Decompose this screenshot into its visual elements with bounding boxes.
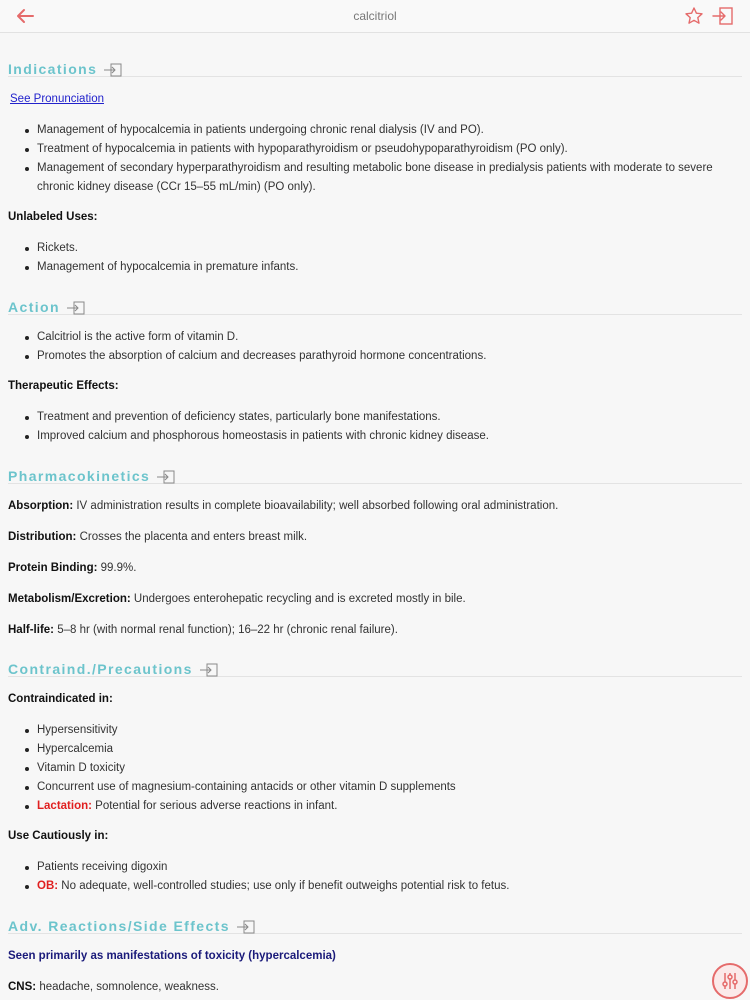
favorite-button[interactable] — [683, 5, 705, 27]
list-item: Concurrent use of magnesium-containing antacids or other vitamin D supplements — [8, 778, 733, 797]
list-item-lactation: Lactation: Potential for serious adverse reactions in infant. — [8, 797, 733, 816]
top-bar — [0, 0, 750, 33]
jump-to-icon[interactable] — [156, 470, 176, 487]
list-item: Management of secondary hyperparathyroidism and resulting metabolic bone disease in predialysis patients with moderate to severe chronic kidney disease (CCr 15–55 mL/min) (PO only). — [8, 159, 733, 197]
use-cautiously-list — [8, 858, 733, 896]
page-title: calcitriol — [353, 9, 397, 23]
section-adverse-reactions — [8, 897, 742, 934]
absorption-row: Absorption: IV administration results in complete bioavailability; well absorbed following oral administration. — [8, 500, 559, 512]
list-item: Rickets. — [8, 239, 733, 258]
action-list — [8, 328, 733, 366]
list-item: Vitamin D toxicity — [8, 759, 733, 778]
protein-binding-row: Protein Binding: 99.9%. — [8, 562, 137, 574]
sliders-icon — [720, 971, 740, 991]
contraindicated-list — [8, 721, 733, 816]
list-item: Patients receiving digoxin — [8, 858, 733, 877]
list-item: Hypercalcemia — [8, 740, 733, 759]
section-heading: Action — [8, 299, 86, 318]
metabolism-row: Metabolism/Excretion: Undergoes enterohepatic recycling and is excreted mostly in bile. — [8, 593, 466, 605]
display-settings-button[interactable] — [712, 963, 748, 999]
therapeutic-effects-list — [8, 408, 733, 446]
section-contraindications — [8, 640, 742, 677]
toxicity-note: Seen primarily as manifestations of toxicity (hypercalcemia) — [8, 950, 336, 962]
section-heading: Pharmacokinetics — [8, 468, 176, 487]
section-heading: Contraind./Precautions — [8, 661, 219, 680]
list-item: Management of hypocalcemia in premature infants. — [8, 258, 733, 277]
section-pharmacokinetics — [8, 447, 742, 484]
exit-icon — [712, 6, 734, 26]
see-pronunciation-link[interactable]: See Pronunciation — [10, 93, 104, 105]
unlabeled-uses-list — [8, 239, 733, 277]
section-action — [8, 278, 742, 315]
therapeutic-effects-heading: Therapeutic Effects: — [8, 380, 119, 392]
exit-button[interactable] — [712, 5, 734, 27]
cns-row: CNS: headache, somnolence, weakness. — [8, 981, 219, 993]
jump-to-icon[interactable] — [103, 63, 123, 80]
list-item: Improved calcium and phosphorous homeostasis in patients with chronic kidney disease. — [8, 427, 733, 446]
jump-to-icon[interactable] — [199, 663, 219, 680]
indications-list — [8, 121, 733, 197]
jump-to-icon[interactable] — [236, 920, 256, 937]
list-item: Management of hypocalcemia in patients undergoing chronic renal dialysis (IV and PO). — [8, 121, 733, 140]
section-heading: Adv. Reactions/Side Effects — [8, 918, 256, 937]
unlabeled-uses-heading: Unlabeled Uses: — [8, 211, 98, 223]
jump-to-icon[interactable] — [66, 301, 86, 318]
list-item: Promotes the absorption of calcium and decreases parathyroid hormone concentrations. — [8, 347, 733, 366]
list-item: Treatment and prevention of deficiency states, particularly bone manifestations. — [8, 408, 733, 427]
list-item-ob: OB: No adequate, well-controlled studies; use only if benefit outweighs potential risk to fetus. — [8, 877, 733, 896]
half-life-row: Half-life: 5–8 hr (with normal renal function); 16–22 hr (chronic renal failure). — [8, 624, 398, 636]
list-item: Calcitriol is the active form of vitamin D. — [8, 328, 733, 347]
section-heading: Indications — [8, 61, 123, 80]
section-indications — [8, 40, 742, 77]
star-icon — [684, 6, 704, 26]
distribution-row: Distribution: Crosses the placenta and enters breast milk. — [8, 531, 308, 543]
list-item: Treatment of hypocalcemia in patients with hypoparathyroidism or pseudohypoparathyroidism (PO only). — [8, 140, 733, 159]
list-item: Hypersensitivity — [8, 721, 733, 740]
use-cautiously-heading: Use Cautiously in: — [8, 830, 109, 842]
contraindicated-heading: Contraindicated in: — [8, 693, 113, 705]
